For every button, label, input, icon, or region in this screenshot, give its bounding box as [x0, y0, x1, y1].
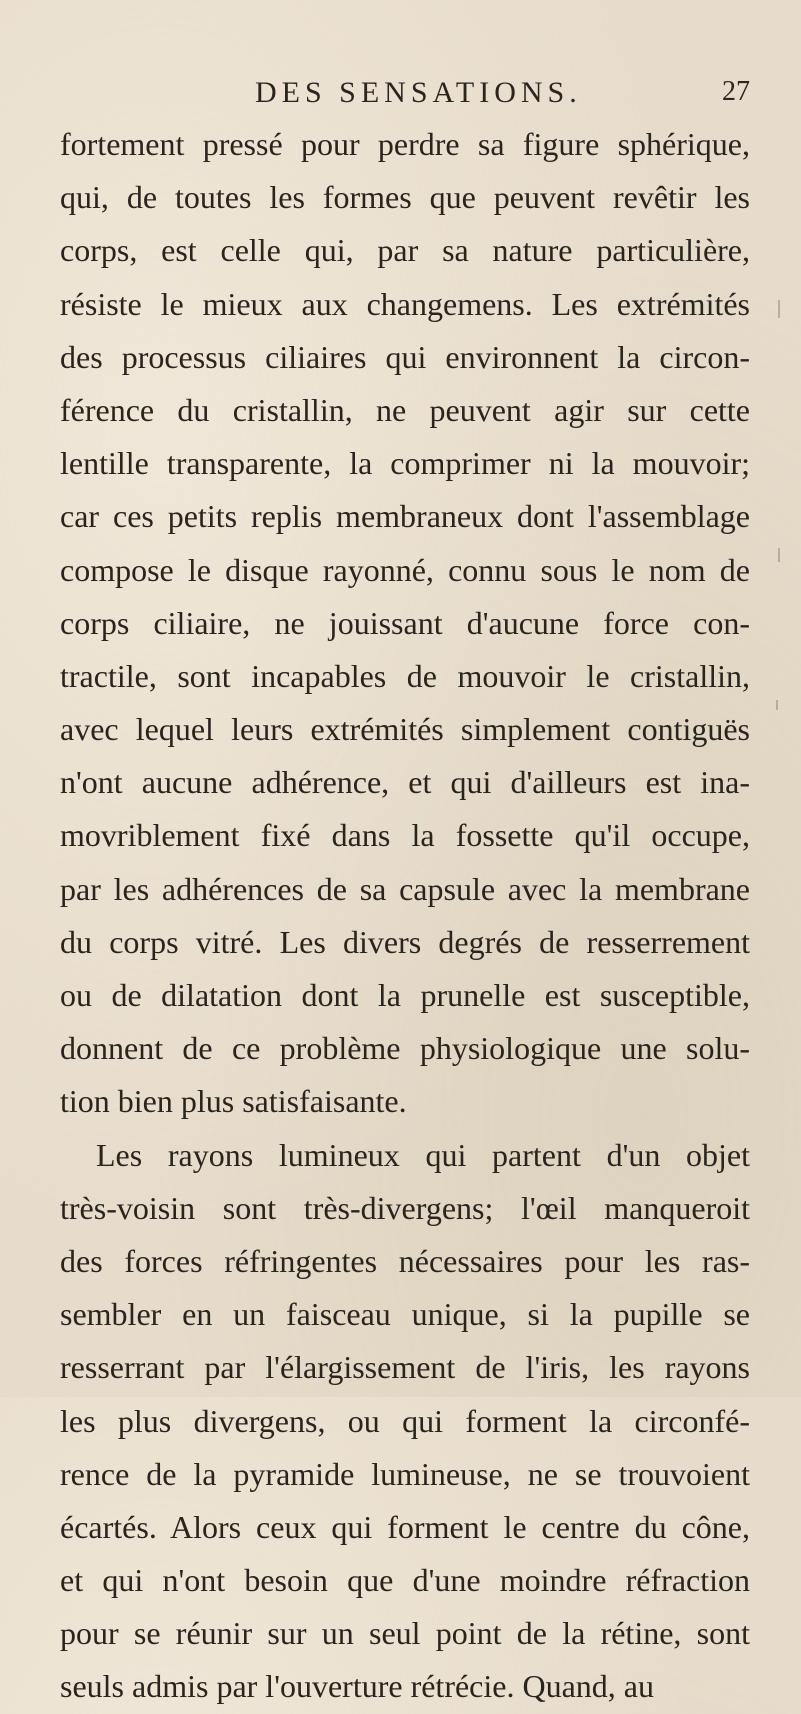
text-line: résiste le mieux aux changemens. Les extrémités — [60, 285, 750, 322]
text-line: des processus ciliaires qui environnent la circon- — [60, 338, 750, 375]
text-line: des forces réfringentes nécessaires pour les ras- — [60, 1242, 750, 1279]
text-line: lentille transparente, la comprimer ni la mouvoir; — [60, 445, 750, 482]
text-line: et qui n'ont besoin que d'une moindre réfraction — [60, 1562, 750, 1599]
text-line: écartés. Alors ceux qui forment le centre du cône, — [60, 1508, 750, 1545]
text-line: du corps vitré. Les divers degrés de resserrement — [60, 923, 750, 960]
text-line: les plus divergens, ou qui forment la circonfé- — [60, 1402, 750, 1439]
text-line: car ces petits replis membraneux dont l'assemblage — [60, 498, 750, 535]
text-line: corps, est celle qui, par sa nature particulière, — [60, 232, 750, 269]
text-line: ou de dilatation dont la prunelle est susceptible, — [60, 977, 750, 1013]
text-line: corps ciliaire, ne jouissant d'aucune force con- — [60, 604, 750, 641]
text-line: férence du cristallin, ne peuvent agir sur cette — [60, 391, 750, 428]
text-line: très-voisin sont très-divergens; l'œil manqueroit — [60, 1189, 750, 1226]
text-line: sembler en un faisceau unique, si la pupille se — [60, 1296, 750, 1333]
text-line: rence de la pyramide lumineuse, ne se trouvoient — [60, 1455, 750, 1492]
text-line: pour se réunir sur un seul point de la rétine, sont — [60, 1615, 750, 1652]
text-line: donnent de ce problème physiologique une solu- — [60, 1030, 750, 1067]
running-head-title: DES SENSATIONS. — [255, 76, 582, 109]
margin-pencil-mark — [776, 700, 778, 710]
text-line: avec lequel leurs extrémités simplement contiguës — [60, 711, 750, 748]
running-head — [60, 76, 750, 116]
margin-pencil-mark — [778, 300, 780, 318]
text-line: tractile, sont incapables de mouvoir le cristallin, — [60, 657, 750, 694]
text-line: par les adhérences de sa capsule avec la membrane — [60, 870, 750, 907]
text-line: seuls admis par l'ouverture rétrécie. Quand, au — [60, 1668, 654, 1705]
text-line: resserrant par l'élargissement de l'iris, les rayons — [60, 1349, 750, 1386]
text-line: fortement pressé pour perdre sa figure sphérique, — [60, 126, 750, 162]
text-line: qui, de toutes les formes que peuvent revêtir les — [60, 179, 750, 216]
page-number: 27 — [722, 76, 750, 107]
paragraph-first-line: Les rayons lumineux qui partent d'un objet — [96, 1136, 750, 1173]
paragraph-last-line: tion bien plus satisfaisante. — [60, 1083, 407, 1120]
body-text — [60, 118, 750, 1714]
text-line: movriblement fixé dans la fossette qu'il occupe, — [60, 817, 750, 854]
text-line: n'ont aucune adhérence, et qui d'ailleurs est ina- — [60, 764, 750, 801]
text-line: compose le disque rayonné, connu sous le nom de — [60, 551, 750, 588]
margin-pencil-mark — [778, 548, 780, 562]
